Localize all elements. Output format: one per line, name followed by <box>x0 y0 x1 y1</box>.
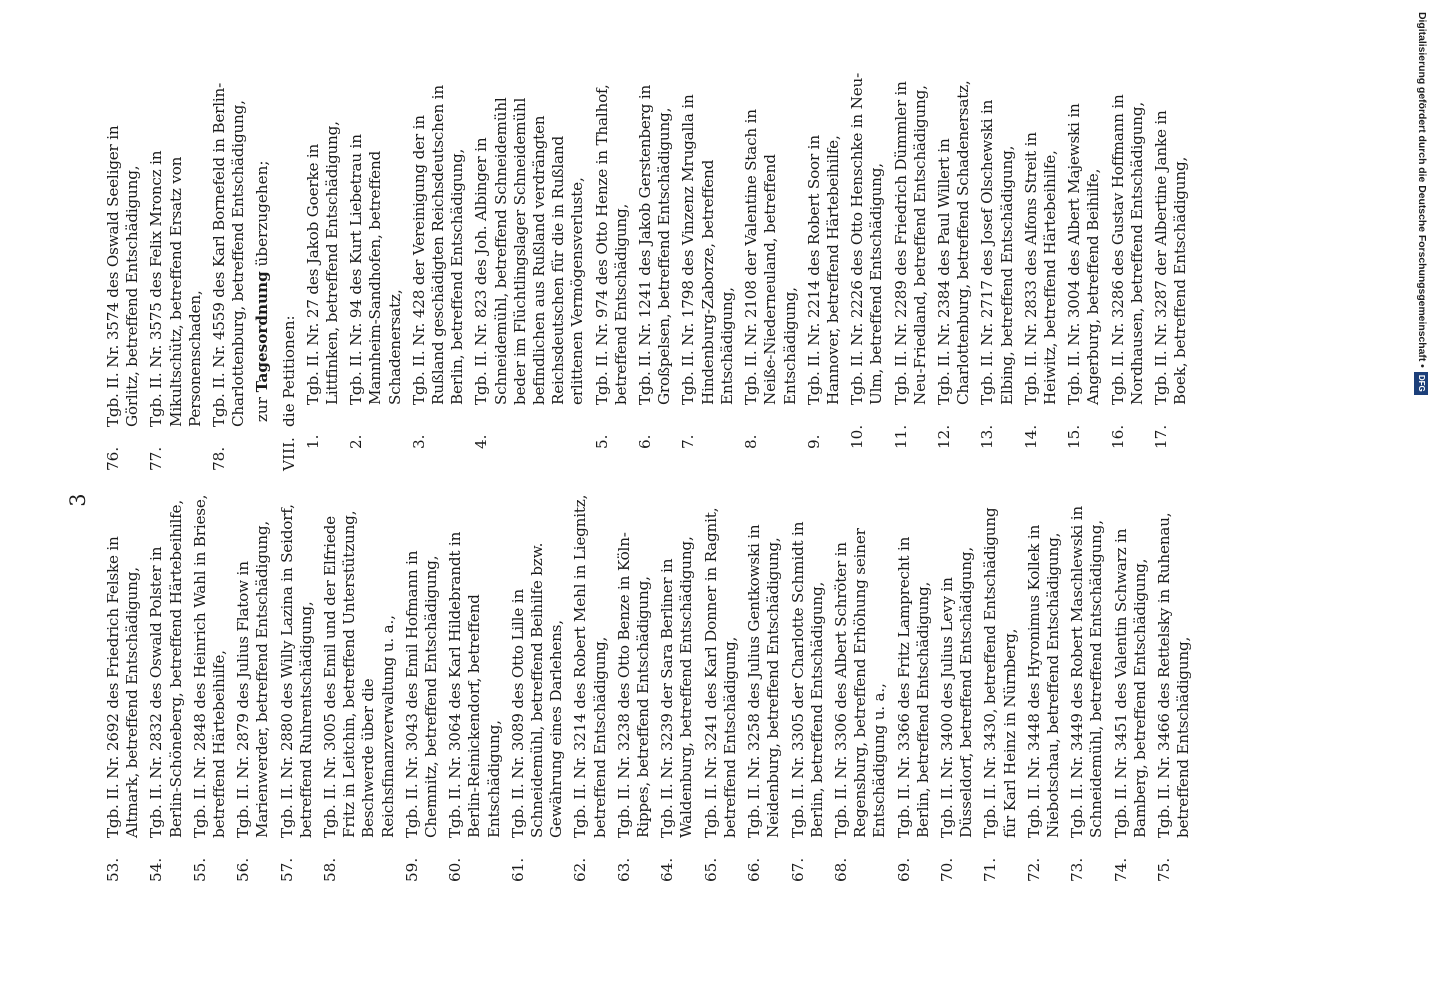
item-number: 62. <box>571 857 590 882</box>
item-number: 70. <box>937 857 956 882</box>
item-text: Tgb. II. Nr. 2289 des Friedrich Dümmler in Neu-Friedland, betreffend Entschädigung, <box>891 81 929 405</box>
item-text: Tgb. II. Nr. 2833 des Alfons Streit in Heiwitz, betreffend Härtebeihilfe, <box>1021 132 1059 405</box>
list-item <box>1152 69 1190 471</box>
section-heading <box>280 69 299 471</box>
item-text: Tgb. II. Nr. 3238 des Otto Benze in Köln-Rippes, betreffend Entschädigung, <box>614 532 653 838</box>
item-text: Tgb. II. Nr. 3286 des Gustav Hoffmann in Nordhausen, betreffend Entschädigung, <box>1108 94 1146 405</box>
item-number: 2. <box>347 434 366 449</box>
item-text: Tgb. II. Nr. 3430, betreffend Entschädigung für Karl Heinz in Nürnberg, <box>981 507 1019 838</box>
item-number: 59. <box>402 857 421 882</box>
item-text: Tgb. II. Nr. 3089 des Otto Lille in Schneidemühl, betreffend Beihilfe bzw. Gewährung eines Darlehens, <box>508 542 566 838</box>
item-number: 12. <box>934 424 953 449</box>
item-text: Tgb. II. Nr. 3448 des Hyronimus Kollek in Niebotschau, betreffend Entschädigung, <box>1024 524 1062 838</box>
list-item <box>702 494 740 882</box>
item-number: 5. <box>592 434 611 449</box>
item-number: 54. <box>147 857 166 882</box>
section-title: die Petitionen: <box>279 315 298 427</box>
list-item <box>636 69 674 471</box>
item-number: 64. <box>658 857 677 882</box>
item-number: 75. <box>1154 857 1173 882</box>
item-number: 15. <box>1065 424 1084 449</box>
item-text: Tgb. II. Nr. 3214 des Robert Mehl in Liegnitz, betreffend Entschädigung, <box>571 494 609 838</box>
item-text: Tgb. II. Nr. 3258 des Julius Gentkowski in Neidenburg, betreffend Entschädigung, <box>745 524 783 838</box>
section-number: VIII. <box>279 437 298 471</box>
list-item <box>571 494 609 882</box>
list-item <box>892 69 930 471</box>
dfg-logo: DFG <box>1414 372 1428 395</box>
item-text: Tgb. II. Nr. 428 der Vereinigung der in Rußland geschädigten Reichsdeutschen in Berlin, betreffend Entschädigung, <box>409 85 467 405</box>
list-item <box>832 494 890 882</box>
list-item <box>745 494 783 882</box>
item-number: 73. <box>1068 857 1087 882</box>
item-number: 77. <box>147 446 166 471</box>
list-item <box>234 494 272 882</box>
item-text: Tgb. II. Nr. 2214 des Robert Soor in Hannover, betreffend Härtebeihilfe, <box>804 135 842 405</box>
item-number: 74. <box>1111 857 1130 882</box>
list-item <box>615 494 653 882</box>
item-number: 6. <box>636 434 655 449</box>
list-item <box>935 69 973 471</box>
item-text: Tgb. II. Nr. 3449 des Robert Maschlewski in Schneidemühl, betreffend Entschädigung, <box>1068 506 1106 838</box>
agenda-line <box>253 69 272 471</box>
petition-list <box>304 69 1191 471</box>
item-text: Tgb. II. Nr. 1798 des Vinzenz Mrugalla in Hindenburg-Zaborze, betreffend Entschädigung, <box>679 94 736 405</box>
list-item <box>191 494 229 882</box>
left-column <box>104 494 1198 882</box>
item-text: Tgb. II. Nr. 2879 des Julius Flatow in Marienwerder, betreffend Entschädigung, <box>234 520 272 838</box>
list-item <box>410 69 468 471</box>
item-number: 17. <box>1151 424 1170 449</box>
item-number: 76. <box>104 446 122 471</box>
item-number: 10. <box>848 424 867 449</box>
item-number: 67. <box>788 857 807 882</box>
item-text: Tgb. II. Nr. 2880 des Willy Lazina in Seidorf, betreffend Ruhrentschädigung, <box>277 504 315 838</box>
item-text: Tgb. II. Nr. 3239 der Sara Berliner in Waldenburg, betreffend Entschädigung, <box>658 536 696 838</box>
list-item <box>472 69 587 471</box>
item-text: Tgb. II. Nr. 3466 des Rettelsky in Ruhenau, betreffend Entschädigung, <box>1154 512 1193 838</box>
item-number: 53. <box>104 857 122 882</box>
list-item <box>403 494 441 882</box>
list-item <box>1112 494 1150 882</box>
item-text: Tgb. II. Nr. 974 des Otto Henze in Thalhof, betreffend Entschädigung, <box>592 84 630 405</box>
item-text: Tgb. II. Nr. 94 des Kurt Liebetrau in Mannheim-Sandhofen, betreffend Schadenersatz, <box>347 134 404 405</box>
item-number: 57. <box>277 857 296 882</box>
agenda-pre: zur <box>253 397 272 423</box>
list-item <box>895 494 933 882</box>
item-number: 63. <box>614 857 633 882</box>
item-text: Tgb. II. Nr. 3574 des Oswald Seeliger in Görlitz, betreffend Entschädigung, <box>104 125 142 427</box>
item-text: Tgb. II. Nr. 2848 des Heinrich Wahl in Briese, betreffend Härtebeihilfe, <box>190 494 229 838</box>
agenda-bold: Tagesordnung <box>253 271 272 393</box>
list-item <box>789 494 827 882</box>
item-text: Tgb. II. Nr. 3043 des Emil Hofmann in Chemnitz, betreffend Entschädigung, <box>402 550 441 838</box>
item-text: Tgb. II. Nr. 3241 des Karl Donner in Ragnit, betreffend Entschädigung, <box>701 507 739 838</box>
item-number: 65. <box>701 857 720 882</box>
item-text: Tgb. II. Nr. 2108 der Valentine Stach in Neiße-Niederneuland, betreffend Entschädigung, <box>742 109 799 405</box>
list-item <box>593 69 631 471</box>
right-column <box>104 69 1195 471</box>
credit-text: Digitalisierung gefördert durch die Deutsche Forschungsgemeinschaft • <box>1416 12 1427 368</box>
item-number: 71. <box>981 857 1000 882</box>
list-item <box>1109 69 1147 471</box>
list-item <box>1155 494 1193 882</box>
list-item <box>509 494 567 882</box>
item-number: 72. <box>1024 857 1043 882</box>
list-item <box>981 494 1019 882</box>
page-number: 3 <box>66 493 90 507</box>
item-number: 7. <box>679 434 698 449</box>
item-text: Tgb. II. Nr. 3064 des Karl Hildebrandt in Berlin-Reinickendorf, betreffend Entschädigung, <box>446 531 503 838</box>
item-text: Tgb. II. Nr. 4559 des Karl Bornefeld in Berlin-Charlottenburg, betreffend Entschädigung, <box>210 82 248 427</box>
list-item <box>1022 69 1060 471</box>
list-item <box>347 69 405 471</box>
item-number: 58. <box>321 857 340 882</box>
list-item <box>147 69 205 471</box>
list-item <box>104 494 142 882</box>
list-item <box>304 69 342 471</box>
item-number: 55. <box>190 857 209 882</box>
item-text: Tgb. II. Nr. 1241 des Jakob Gerstenberg in Großpelsen, betreffend Entschädigung, <box>636 84 674 405</box>
list-item <box>1068 494 1106 882</box>
item-text: Tgb. II. Nr. 3004 des Albert Majewski in Angerburg, betreffend Beihilfe, <box>1065 103 1103 405</box>
item-text: Tgb. II. Nr. 823 des Joh. Albinger in Schneidemühl, betreffend Schneidemühl beder im Flüchtlingslager Schneidemühl befindlichen aus Rußland verdrängten Reichsdeutschen für die in Rußland erlittenen Vermögensverluste, <box>472 97 587 405</box>
item-number: 69. <box>894 857 913 882</box>
item-number: 14. <box>1021 424 1040 449</box>
item-text: Tgb. II. Nr. 3575 des Felix Mroncz in Mikultschütz, betreffend Ersatz von Personenschaden, <box>147 150 204 427</box>
list-item <box>1025 494 1063 882</box>
item-text: Tgb. II. Nr. 3400 des Julius Levy in Düsseldorf, betreffend Entschädigung, <box>937 547 976 838</box>
list-item <box>742 69 800 471</box>
agenda-post: überzugehen; <box>253 160 272 267</box>
item-number: 4. <box>472 434 491 449</box>
list-item <box>210 69 248 471</box>
item-number: 13. <box>978 424 997 449</box>
item-number: 11. <box>891 424 910 449</box>
item-number: 66. <box>745 857 764 882</box>
item-number: 16. <box>1108 424 1127 449</box>
list-item <box>938 494 976 882</box>
item-number: 61. <box>508 857 527 882</box>
item-text: Tgb. II. Nr. 2692 des Friedrich Felske in Altmark, betreffend Entschädigung, <box>104 536 142 838</box>
list-item <box>278 494 316 882</box>
list-item <box>805 69 843 471</box>
list-item <box>848 69 886 471</box>
right-column-entries-top <box>104 69 248 471</box>
item-number: 78. <box>210 446 229 471</box>
item-number: 56. <box>234 857 253 882</box>
list-item <box>1065 69 1103 471</box>
item-text: Tgb. II. Nr. 27 des Jakob Goerke in Littfinken, betreffend Entschädigung, <box>303 121 342 405</box>
item-number: 1. <box>303 434 322 449</box>
item-text: Tgb. II. Nr. 3366 des Fritz Lamprecht in Berlin, betreffend Entschädigung, <box>894 536 932 838</box>
item-text: Tgb. II. Nr. 2832 des Oswald Polster in Berlin-Schöneberg, betreffend Härtebeihilfe, <box>147 500 185 838</box>
item-text: Tgb. II. Nr. 3451 des Valentin Schwarz in Bamberg, betreffend Entschädigung, <box>1111 528 1149 838</box>
item-text: Tgb. II. Nr. 3005 des Emil und der Elfriede Fritz in Leitchin, betreffend Unterstützung, Beschwerde über die Reichsfinanzverwaltung u. a., <box>321 510 397 838</box>
item-text: Tgb. II. Nr. 3306 des Albert Schröter in Regensburg, betreffend Erhöhung seiner Entschädigung u. a., <box>831 528 889 838</box>
list-item <box>321 494 398 882</box>
list-item <box>978 69 1016 471</box>
list-item <box>147 494 185 882</box>
item-number: 9. <box>804 434 823 449</box>
item-number: 60. <box>446 857 465 882</box>
item-text: Tgb. II. Nr. 3287 der Albertine Janke in Boek, betreffend Entschädigung, <box>1151 110 1190 405</box>
item-text: Tgb. II. Nr. 3305 der Charlotte Schmidt in Berlin, betreffend Entschädigung, <box>788 521 826 838</box>
list-item <box>104 69 142 471</box>
item-number: 8. <box>742 434 761 449</box>
item-number: 68. <box>831 857 850 882</box>
item-text: Tgb. II. Nr. 2226 des Otto Henschke in Neu-Ulm, betreffend Entschädigung, <box>848 72 886 405</box>
item-text: Tgb. II. Nr. 2384 des Paul Willert in Charlottenburg, betreffend Schadenersatz, <box>934 80 973 405</box>
list-item <box>658 494 696 882</box>
item-text: Tgb. II. Nr. 2717 des Josef Olschewski in Elbing, betreffend Entschädigung, <box>978 99 1016 405</box>
list-item <box>446 494 504 882</box>
digitization-credit <box>1412 12 1430 392</box>
item-number: 3. <box>409 434 428 449</box>
list-item <box>679 69 737 471</box>
